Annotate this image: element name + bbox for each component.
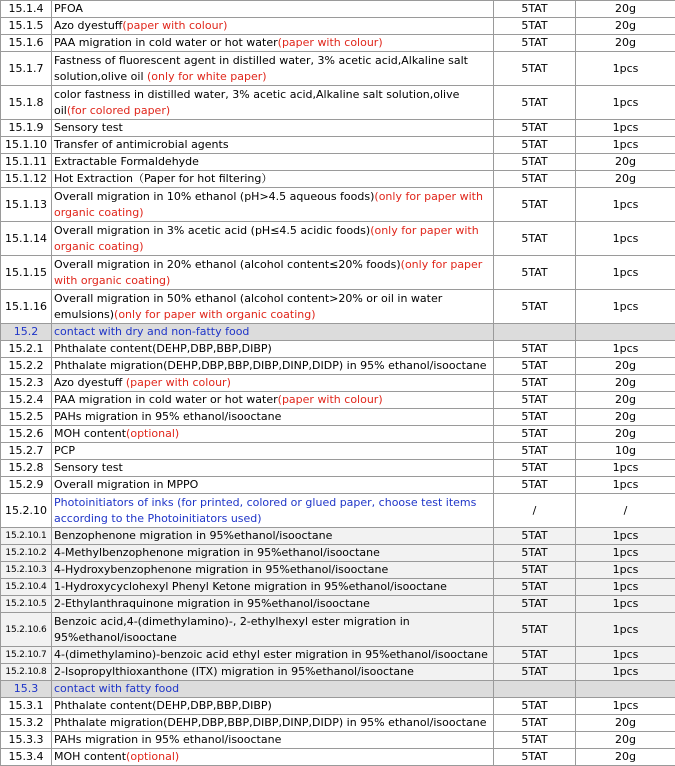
test-item [52, 460, 494, 477]
test-item [52, 443, 494, 460]
sample-quantity: 10g [576, 443, 675, 460]
table-row [1, 443, 675, 460]
item-text: Phthalate content(DEHP,DBP,BBP,DIBP) [54, 342, 272, 355]
item-number: 15.2.10.4 [1, 579, 52, 596]
sample-quantity: 20g [576, 18, 675, 35]
sample-quantity: 1pcs [576, 460, 675, 477]
item-number: 15.1.11 [1, 154, 52, 171]
sample-quantity: / [576, 494, 675, 528]
test-item [52, 1, 494, 18]
item-number: 15.1.8 [1, 86, 52, 120]
item-note: (only for paper with organic coating) [54, 190, 483, 219]
table-row [1, 222, 675, 256]
turnaround-time: 5TAT [494, 290, 576, 324]
table-row [1, 86, 675, 120]
sample-quantity [576, 681, 675, 698]
item-number: 15.2.3 [1, 375, 52, 392]
item-text: Overall migration in 10% ethanol (pH>4.5 aqueous foods) [54, 190, 374, 203]
item-text: Overall migration in 50% ethanol (alcohol content>20% or oil in water emulsions) [54, 292, 442, 321]
item-text: Overall migration in 3% acetic acid (pH≤4.5 acidic foods) [54, 224, 370, 237]
item-text: Azo dyestuff [54, 376, 126, 389]
test-item [52, 154, 494, 171]
item-number: 15.3 [1, 681, 52, 698]
sample-quantity: 1pcs [576, 613, 675, 647]
test-item [52, 256, 494, 290]
turnaround-time: 5TAT [494, 613, 576, 647]
item-number: 15.3.2 [1, 715, 52, 732]
item-text: PAHs migration in 95% ethanol/isooctane [54, 733, 281, 746]
turnaround-time [494, 324, 576, 341]
item-number: 15.1.15 [1, 256, 52, 290]
turnaround-time: 5TAT [494, 647, 576, 664]
turnaround-time: 5TAT [494, 698, 576, 715]
item-number: 15.2.10 [1, 494, 52, 528]
table-row [1, 52, 675, 86]
sample-quantity: 1pcs [576, 86, 675, 120]
item-text: Hot Extraction（Paper for hot filtering） [54, 172, 272, 185]
table-row [1, 698, 675, 715]
item-number: 15.1.9 [1, 120, 52, 137]
test-item [52, 647, 494, 664]
test-item [52, 545, 494, 562]
table-row [1, 171, 675, 188]
item-number: 15.2.7 [1, 443, 52, 460]
test-item [52, 392, 494, 409]
test-item [52, 664, 494, 681]
turnaround-time: 5TAT [494, 596, 576, 613]
turnaround-time: 5TAT [494, 562, 576, 579]
table-row [1, 613, 675, 647]
test-item [52, 52, 494, 86]
sample-quantity: 1pcs [576, 647, 675, 664]
table-body [1, 1, 675, 766]
item-number: 15.2.10.2 [1, 545, 52, 562]
sample-quantity: 20g [576, 392, 675, 409]
item-number: 15.2.8 [1, 460, 52, 477]
sample-quantity: 20g [576, 732, 675, 749]
table-row [1, 137, 675, 154]
item-number: 15.2.10.3 [1, 562, 52, 579]
turnaround-time: 5TAT [494, 188, 576, 222]
sample-quantity: 20g [576, 715, 675, 732]
turnaround-time: 5TAT [494, 664, 576, 681]
sample-quantity: 1pcs [576, 664, 675, 681]
sample-quantity: 1pcs [576, 52, 675, 86]
sample-quantity: 1pcs [576, 120, 675, 137]
sample-quantity: 1pcs [576, 341, 675, 358]
table-row [1, 477, 675, 494]
table-row [1, 749, 675, 766]
item-number: 15.1.4 [1, 1, 52, 18]
item-text: contact with dry and non-fatty food [54, 325, 249, 338]
item-number: 15.1.7 [1, 52, 52, 86]
item-text: PFOA [54, 2, 83, 15]
test-item [52, 749, 494, 766]
table-row [1, 409, 675, 426]
test-item [52, 324, 494, 341]
turnaround-time: 5TAT [494, 409, 576, 426]
test-item [52, 477, 494, 494]
test-item [52, 137, 494, 154]
sample-quantity: 1pcs [576, 562, 675, 579]
item-text: Phthalate content(DEHP,DBP,BBP,DIBP) [54, 699, 272, 712]
sample-quantity: 1pcs [576, 256, 675, 290]
turnaround-time: 5TAT [494, 35, 576, 52]
turnaround-time: 5TAT [494, 477, 576, 494]
turnaround-time: 5TAT [494, 154, 576, 171]
item-text: 4-(dimethylamino)-benzoic acid ethyl ester migration in 95%ethanol/isooctane [54, 648, 488, 661]
sample-quantity: 1pcs [576, 188, 675, 222]
sample-quantity: 1pcs [576, 222, 675, 256]
sample-quantity: 20g [576, 358, 675, 375]
table-row [1, 647, 675, 664]
item-text: Extractable Formaldehyde [54, 155, 199, 168]
turnaround-time: 5TAT [494, 222, 576, 256]
item-text: Photoinitiators of inks (for printed, colored or glued paper, choose test items according to the Photoinitiators used) [54, 496, 476, 525]
item-text: 2-Isopropylthioxanthone (ITX) migration in 95%ethanol/isooctane [54, 665, 414, 678]
test-item [52, 732, 494, 749]
test-item [52, 86, 494, 120]
turnaround-time: 5TAT [494, 579, 576, 596]
table-row [1, 426, 675, 443]
turnaround-time: 5TAT [494, 52, 576, 86]
test-item [52, 596, 494, 613]
item-number: 15.2.10.5 [1, 596, 52, 613]
item-text: PAA migration in cold water or hot water [54, 393, 278, 406]
table-row [1, 562, 675, 579]
sample-quantity: 20g [576, 426, 675, 443]
item-text: MOH content [54, 750, 126, 763]
sample-quantity: 1pcs [576, 698, 675, 715]
turnaround-time: 5TAT [494, 1, 576, 18]
test-item [52, 375, 494, 392]
table-row [1, 35, 675, 52]
table-row [1, 545, 675, 562]
item-text: Sensory test [54, 121, 123, 134]
item-number: 15.1.10 [1, 137, 52, 154]
sample-quantity: 1pcs [576, 477, 675, 494]
section-row [1, 324, 675, 341]
test-item [52, 222, 494, 256]
item-number: 15.3.3 [1, 732, 52, 749]
table-row [1, 392, 675, 409]
turnaround-time: 5TAT [494, 732, 576, 749]
item-text: color fastness in distilled water, 3% acetic acid,Alkaline salt solution,olive oil [54, 88, 459, 117]
table-row [1, 154, 675, 171]
item-text: Sensory test [54, 461, 123, 474]
turnaround-time: 5TAT [494, 171, 576, 188]
test-item [52, 528, 494, 545]
test-item [52, 715, 494, 732]
item-note: (paper with colour) [122, 19, 227, 32]
table-row [1, 579, 675, 596]
sample-quantity: 1pcs [576, 137, 675, 154]
test-item [52, 188, 494, 222]
table-row [1, 1, 675, 18]
test-item [52, 35, 494, 52]
turnaround-time: 5TAT [494, 528, 576, 545]
item-number: 15.2.1 [1, 341, 52, 358]
sample-quantity: 1pcs [576, 290, 675, 324]
item-text: MOH content [54, 427, 126, 440]
item-number: 15.2.10.8 [1, 664, 52, 681]
test-item [52, 341, 494, 358]
sample-quantity: 20g [576, 409, 675, 426]
sample-quantity: 20g [576, 375, 675, 392]
item-text: contact with fatty food [54, 682, 179, 695]
item-text: Azo dyestuff [54, 19, 122, 32]
test-item [52, 579, 494, 596]
table-row [1, 528, 675, 545]
table-row [1, 120, 675, 137]
table-row [1, 460, 675, 477]
test-item [52, 358, 494, 375]
item-text: 2-Ethylanthraquinone migration in 95%ethanol/isooctane [54, 597, 370, 610]
turnaround-time: 5TAT [494, 375, 576, 392]
sample-quantity [576, 324, 675, 341]
test-item [52, 171, 494, 188]
item-number: 15.3.1 [1, 698, 52, 715]
item-number: 15.2.2 [1, 358, 52, 375]
item-number: 15.2.6 [1, 426, 52, 443]
sample-quantity: 1pcs [576, 545, 675, 562]
item-number: 15.2 [1, 324, 52, 341]
test-item [52, 290, 494, 324]
table-row [1, 341, 675, 358]
turnaround-time: 5TAT [494, 545, 576, 562]
turnaround-time: 5TAT [494, 443, 576, 460]
turnaround-time [494, 681, 576, 698]
item-text: PAHs migration in 95% ethanol/isooctane [54, 410, 281, 423]
item-number: 15.2.10.1 [1, 528, 52, 545]
item-number: 15.1.6 [1, 35, 52, 52]
test-item [52, 562, 494, 579]
table-row [1, 256, 675, 290]
sample-quantity: 20g [576, 35, 675, 52]
test-item [52, 681, 494, 698]
item-note: (only for paper with organic coating) [54, 224, 479, 253]
turnaround-time: 5TAT [494, 358, 576, 375]
sample-quantity: 20g [576, 171, 675, 188]
item-note: (only for white paper) [147, 70, 267, 83]
item-number: 15.2.9 [1, 477, 52, 494]
item-number: 15.1.14 [1, 222, 52, 256]
sample-quantity: 20g [576, 749, 675, 766]
sample-quantity: 1pcs [576, 579, 675, 596]
item-note: (only for paper with organic coating) [54, 258, 482, 287]
item-note: (optional) [126, 427, 179, 440]
turnaround-time: 5TAT [494, 256, 576, 290]
item-number: 15.1.5 [1, 18, 52, 35]
turnaround-time: 5TAT [494, 460, 576, 477]
table-row [1, 494, 675, 528]
item-text: Overall migration in 20% ethanol (alcohol content≤20% foods) [54, 258, 401, 271]
turnaround-time: / [494, 494, 576, 528]
item-note: (paper with colour) [278, 36, 383, 49]
item-number: 15.2.5 [1, 409, 52, 426]
item-text: PCP [54, 444, 75, 457]
item-text: 4-Methylbenzophenone migration in 95%ethanol/isooctane [54, 546, 380, 559]
turnaround-time: 5TAT [494, 392, 576, 409]
item-text: Benzophenone migration in 95%ethanol/isooctane [54, 529, 332, 542]
item-note: (for colored paper) [67, 104, 170, 117]
item-number: 15.2.10.7 [1, 647, 52, 664]
item-number: 15.1.16 [1, 290, 52, 324]
table-row [1, 358, 675, 375]
item-note: (paper with colour) [126, 376, 231, 389]
turnaround-time: 5TAT [494, 341, 576, 358]
item-number: 15.2.10.6 [1, 613, 52, 647]
sample-quantity: 1pcs [576, 596, 675, 613]
item-note: (optional) [126, 750, 179, 763]
item-note: (only for paper with organic coating) [114, 308, 316, 321]
table-row [1, 290, 675, 324]
test-item [52, 18, 494, 35]
turnaround-time: 5TAT [494, 137, 576, 154]
table-row [1, 18, 675, 35]
table-row [1, 664, 675, 681]
table-row [1, 188, 675, 222]
turnaround-time: 5TAT [494, 749, 576, 766]
table-row [1, 715, 675, 732]
table-row [1, 375, 675, 392]
item-number: 15.3.4 [1, 749, 52, 766]
table-row [1, 596, 675, 613]
item-text: Phthalate migration(DEHP,DBP,BBP,DIBP,DINP,DIDP) in 95% ethanol/isooctane [54, 716, 486, 729]
item-text: Benzoic acid,4-(dimethylamino)-, 2-ethylhexyl ester migration in 95%ethanol/isooctane [54, 615, 410, 644]
turnaround-time: 5TAT [494, 426, 576, 443]
test-item [52, 120, 494, 137]
sample-quantity: 20g [576, 154, 675, 171]
test-item [52, 426, 494, 443]
item-number: 15.2.4 [1, 392, 52, 409]
item-text: Fastness of fluorescent agent in distilled water, 3% acetic acid,Alkaline salt solution,olive oil [54, 54, 468, 83]
sample-quantity: 20g [576, 1, 675, 18]
test-item [52, 613, 494, 647]
test-item [52, 409, 494, 426]
turnaround-time: 5TAT [494, 18, 576, 35]
item-text: PAA migration in cold water or hot water [54, 36, 278, 49]
item-text: Transfer of antimicrobial agents [54, 138, 229, 151]
turnaround-time: 5TAT [494, 120, 576, 137]
test-item [52, 494, 494, 528]
section-row [1, 681, 675, 698]
turnaround-time: 5TAT [494, 715, 576, 732]
table-row [1, 732, 675, 749]
test-item [52, 698, 494, 715]
item-text: 1-Hydroxycyclohexyl Phenyl Ketone migration in 95%ethanol/isooctane [54, 580, 447, 593]
item-text: Phthalate migration(DEHP,DBP,BBP,DIBP,DINP,DIDP) in 95% ethanol/isooctane [54, 359, 486, 372]
item-number: 15.1.12 [1, 171, 52, 188]
item-text: Overall migration in MPPO [54, 478, 198, 491]
item-number: 15.1.13 [1, 188, 52, 222]
item-text: 4-Hydroxybenzophenone migration in 95%ethanol/isooctane [54, 563, 388, 576]
turnaround-time: 5TAT [494, 86, 576, 120]
item-note: (paper with colour) [278, 393, 383, 406]
sample-quantity: 1pcs [576, 528, 675, 545]
